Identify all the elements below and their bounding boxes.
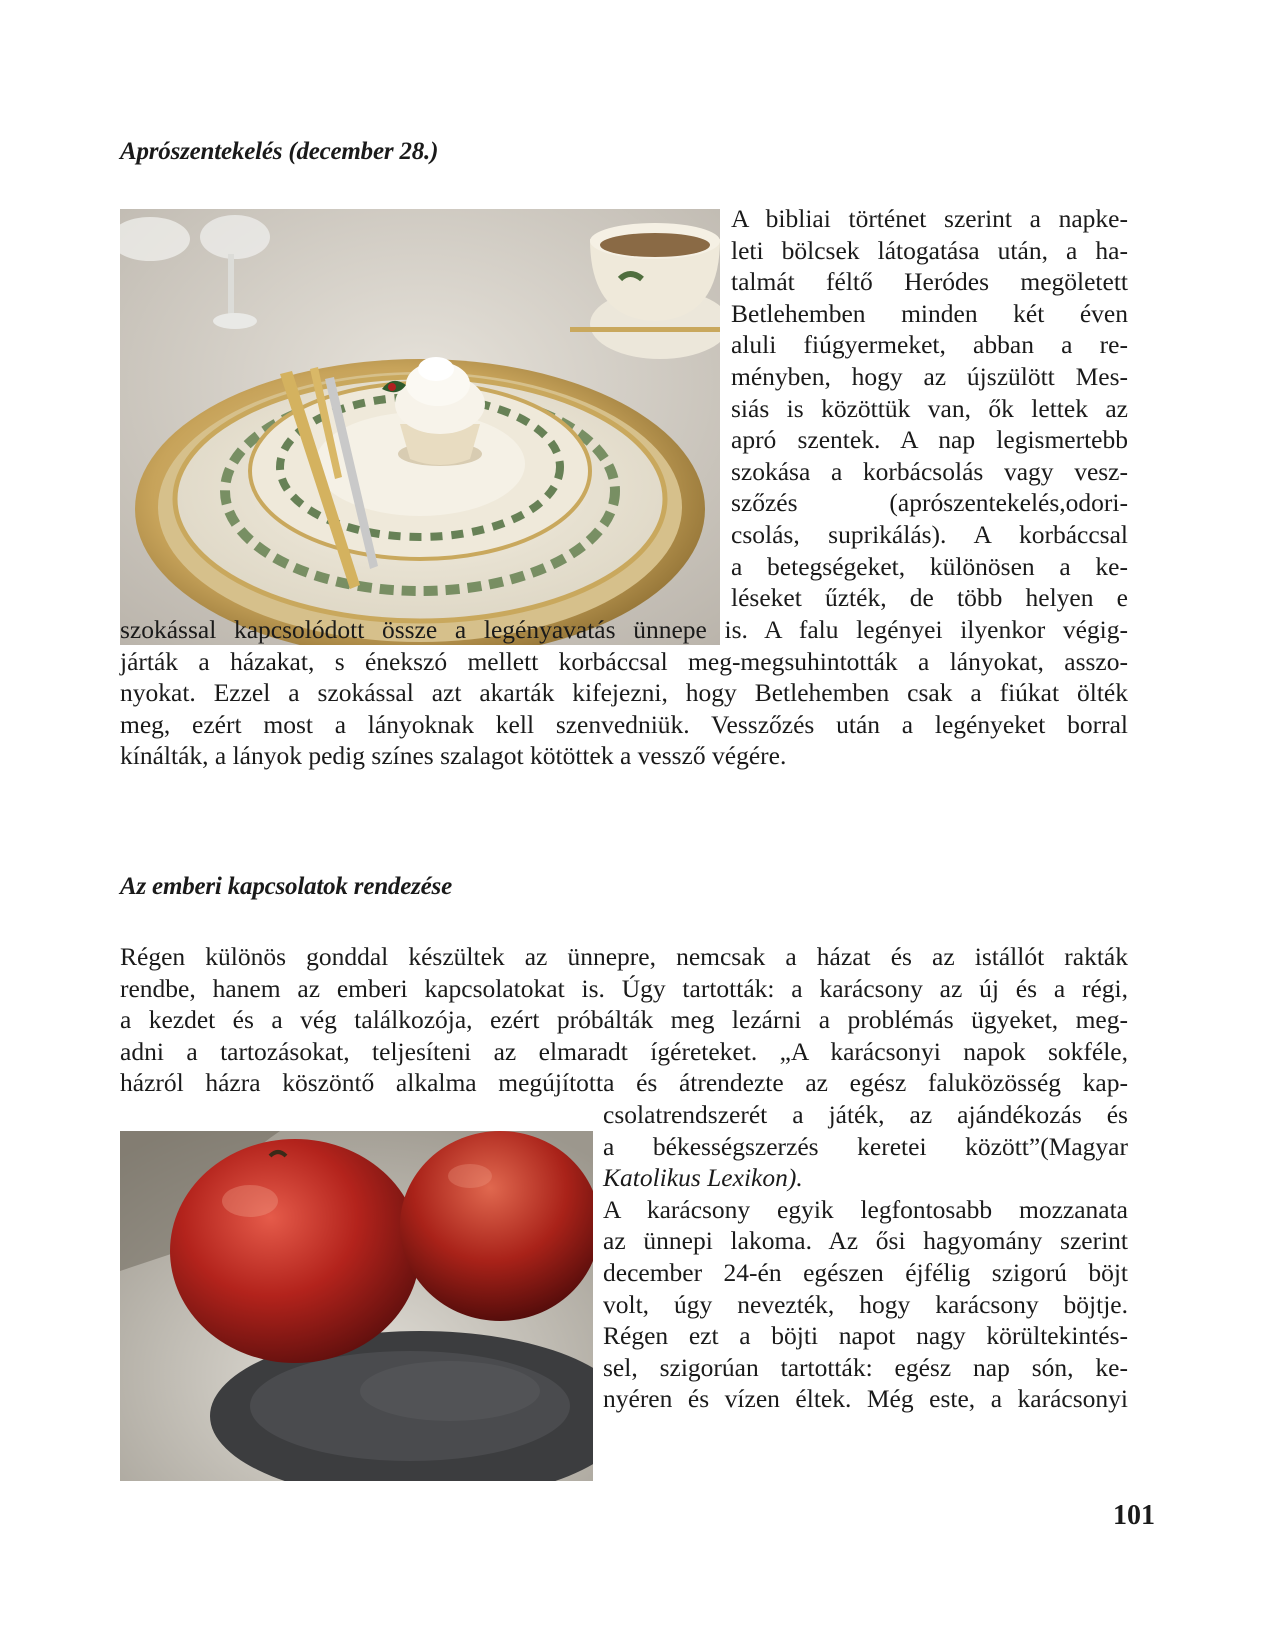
text-line: az ünnepi lakoma. Az ősi hagyomány szerint — [603, 1226, 1128, 1256]
text-line: szokása a korbácsolás vagy vesz- — [731, 456, 1128, 486]
text-line: csolás, suprikálás). A korbáccsal — [731, 519, 1128, 549]
text-line: a kezdet és a vég találkozója, ezért próbálták meg lezárni a problémás ügyeket, meg- — [120, 1005, 1128, 1035]
text-line: apró szentek. A nap legismertebb — [731, 425, 1128, 455]
text-line: A karácsony egyik legfontosabb mozzanata — [603, 1194, 1128, 1224]
text-line: csolatrendszerét a játék, az ajándékozás és — [603, 1100, 1128, 1129]
apples-and-poppy-seeds-photo — [120, 1131, 593, 1481]
text-line: adni a tartozásokat, teljesíteni az elmaradt ígéreteket. „A karácsonyi napok sokféle, — [120, 1036, 1128, 1066]
text-line: szokással kapcsolódott össze a legényavatás ünnepe is. A falu legényei ilyenkor végig- — [120, 615, 1128, 644]
text-line: szőzés (aprószentekelés,odori- — [731, 488, 1128, 518]
text-line: nyokat. Ezzel a szokással azt akarták kifejezni, hogy Betlehemben csak a fiúkat ölték — [120, 678, 1128, 708]
text-line: nyéren és vízen éltek. Még este, a karácsonyi — [603, 1384, 1128, 1414]
text-line: kínálták, a lányok pedig színes szalagot kötöttek a vessző végére. — [120, 741, 787, 771]
text-line: aluli fiúgyermeket, abban a re- — [731, 330, 1128, 360]
text-line: leti bölcsek látogatása után, a ha- — [731, 235, 1128, 265]
text-line: járták a házakat, s énekszó mellett korbáccsal meg-megsuhintották a lányokat, asszo- — [120, 646, 1128, 676]
section1-wrap-text — [731, 203, 1128, 614]
text-line: talmát féltő Heródes megöletett — [731, 267, 1128, 297]
text-line: ményben, hogy az újszülött Mes- — [731, 361, 1128, 391]
text-line: sel, szigorúan tartották: egész nap són, ke- — [603, 1352, 1128, 1382]
text-line: A bibliai történet szerint a napke- — [731, 204, 1128, 233]
page-number: 101 — [1113, 1500, 1155, 1531]
text-line: volt, úgy nevezték, hogy karácsony böjtje. — [603, 1289, 1128, 1319]
text-line: Régen különös gonddal készültek az ünnepre, nemcsak a házat és az istállót rakták — [120, 942, 1128, 971]
text-line: siás is közöttük van, ők lettek az — [731, 393, 1128, 423]
section2-wrap-text — [603, 1099, 1128, 1415]
text-line: Katolikus Lexikon). — [603, 1163, 803, 1193]
section-heading-aproszentekeles: Aprószentekelés (december 28.) — [120, 138, 439, 165]
text-line: Betlehemben minden két éven — [731, 298, 1128, 328]
text-line: rendbe, hanem az emberi kapcsolatokat is. Úgy tartották: a karácsony az új és a régi, — [120, 973, 1128, 1003]
text-line: a betegségeket, különösen a ke- — [731, 551, 1128, 581]
text-line: léseket űzték, de több helyen e — [731, 583, 1128, 613]
text-line: meg, ezért most a lányoknak kell szenvedniük. Vesszőzés után a legényeket borral — [120, 709, 1128, 739]
text-line: december 24-én egészen éjfélig szigorú böjt — [603, 1257, 1128, 1287]
section-heading-kapcsolatok: Az emberi kapcsolatok rendezése — [120, 873, 452, 900]
holiday-plate-photo — [120, 209, 720, 645]
text-line: Régen ezt a böjti napot nagy körültekintés- — [603, 1321, 1128, 1351]
text-line: házról házra köszöntő alkalma megújította és átrendezte az egész faluközösség kap- — [120, 1068, 1128, 1098]
section2-full-text — [120, 941, 1128, 1099]
section1-full-text — [120, 614, 1128, 772]
text-line: a békességszerzés keretei között”(Magyar — [603, 1131, 1128, 1161]
